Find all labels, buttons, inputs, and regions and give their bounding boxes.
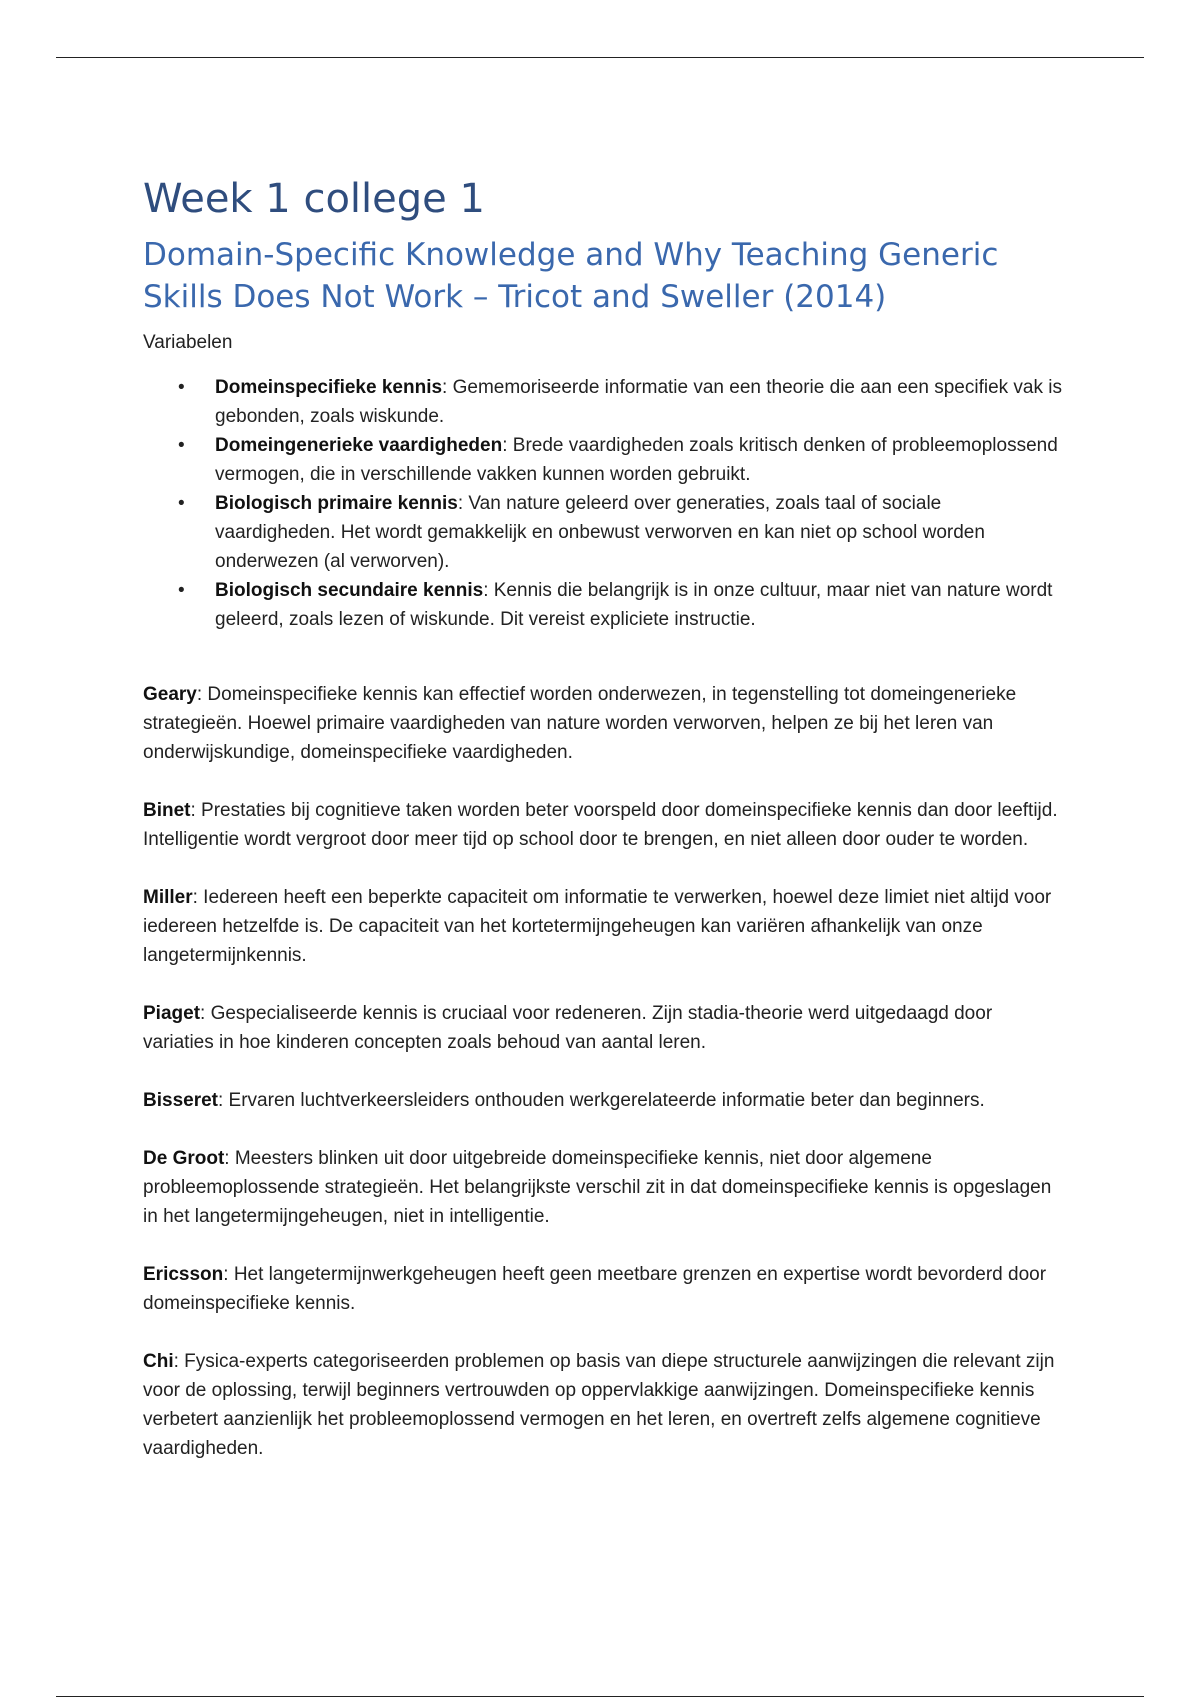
researcher-paragraph <box>143 1347 1063 1463</box>
list-item <box>143 489 1063 576</box>
researcher-name: Bisseret <box>143 1090 218 1111</box>
bullet-icon: • <box>178 377 185 398</box>
page-title: Week 1 college 1 <box>143 176 485 222</box>
researcher-paragraph <box>143 1144 1063 1231</box>
researcher-paragraph <box>143 999 1063 1057</box>
variables-heading: Variabelen <box>143 332 233 353</box>
researcher-paragraph <box>143 680 1063 767</box>
footer-rule <box>56 1696 1144 1697</box>
researcher-name: Chi <box>143 1351 174 1372</box>
variable-definition: : Kennis die belangrijk is in onze cultuur, maar niet van nature wordt geleerd, zoals lezen of wiskunde. Dit vereist expliciete instructie. <box>215 580 1053 630</box>
researcher-name: Ericsson <box>143 1264 224 1285</box>
researcher-paragraph <box>143 1260 1063 1318</box>
variable-term: Domeingenerieke vaardigheden <box>215 435 503 456</box>
list-item <box>143 373 1063 431</box>
variable-term: Biologisch secundaire kennis <box>215 580 484 601</box>
researcher-paragraph <box>143 883 1063 970</box>
variable-definition: : Van nature geleerd over generaties, zoals taal of sociale vaardigheden. Het wordt gemakkelijk en onbewust verworven en kan niet op school worden onderwezen (al verworven). <box>215 493 985 572</box>
researcher-summary: : Meesters blinken uit door uitgebreide domeinspecifieke kennis, niet door algemene probleemoplossende strategieën. Het belangrijkste verschil zit in dat domeinspecifieke kennis is opgeslagen in het langetermijngeheugen, niet in intelligentie. <box>143 1148 1052 1227</box>
researcher-name: Geary <box>143 684 197 705</box>
researcher-summary: : Gespecialiseerde kennis is cruciaal voor redeneren. Zijn stadia-theorie werd uitgedaagd door variaties in hoe kinderen concepten zoals behoud van aantal leren. <box>143 1003 993 1053</box>
researcher-summary: : Prestaties bij cognitieve taken worden beter voorspeld door domeinspecifieke kennis dan door leeftijd. Intelligentie wordt vergroot door meer tijd op school door te brengen, en niet alleen door ouder te worden. <box>143 800 1058 850</box>
researcher-name: Binet <box>143 800 191 821</box>
researcher-name: Piaget <box>143 1003 201 1024</box>
researcher-paragraph <box>143 796 1063 854</box>
researcher-summary: : Ervaren luchtverkeersleiders onthouden werkgerelateerde informatie beter dan beginners. <box>218 1090 985 1111</box>
researcher-summary: : Iedereen heeft een beperkte capaciteit om informatie te verwerken, hoewel deze limiet niet altijd voor iedereen hetzelfde is. De capaciteit van het kortetermijngeheugen kan variëren afhankelijk van onze langetermijnkennis. <box>143 887 1052 966</box>
researcher-summary: : Domeinspecifieke kennis kan effectief worden onderwezen, in tegenstelling tot domeingenerieke strategieën. Hoewel primaire vaardigheden van nature worden verworven, helpen ze bij het leren van onderwijskundige, domeinspecifieke vaardigheden. <box>143 684 1017 763</box>
bullet-icon: • <box>178 580 185 601</box>
bullet-icon: • <box>178 493 185 514</box>
article-subtitle: Domain-Specific Knowledge and Why Teaching Generic Skills Does Not Work – Tricot and Sweller (2014) <box>143 237 999 315</box>
researcher-name: De Groot <box>143 1148 225 1169</box>
document-body <box>143 172 1063 1492</box>
list-item <box>143 431 1063 489</box>
variables-list <box>143 373 1063 634</box>
researcher-paragraph <box>143 1086 1063 1115</box>
researcher-summary: : Het langetermijnwerkgeheugen heeft geen meetbare grenzen en expertise wordt bevorderd door domeinspecifieke kennis. <box>143 1264 1047 1314</box>
list-item <box>143 576 1063 634</box>
variable-term: Domeinspecifieke kennis <box>215 377 443 398</box>
bullet-icon: • <box>178 435 185 456</box>
researcher-notes <box>143 680 1063 1463</box>
variable-definition: : Brede vaardigheden zoals kritisch denken of probleemoplossend vermogen, die in verschillende vakken kunnen worden gebruikt. <box>215 435 1058 485</box>
variable-definition: : Gememoriseerde informatie van een theorie die aan een specifiek vak is gebonden, zoals wiskunde. <box>215 377 1062 427</box>
variable-term: Biologisch primaire kennis <box>215 493 458 514</box>
researcher-summary: : Fysica-experts categoriseerden problemen op basis van diepe structurele aanwijzingen die relevant zijn voor de oplossing, terwijl beginners vertrouwden op oppervlakkige aanwijzingen. Domeinspecifieke kennis verbetert aanzienlijk het probleemoplossend vermogen en het leren, en overtreft zelfs algemene cognitieve vaardigheden. <box>143 1351 1055 1459</box>
header-rule <box>56 57 1144 58</box>
researcher-name: Miller <box>143 887 193 908</box>
